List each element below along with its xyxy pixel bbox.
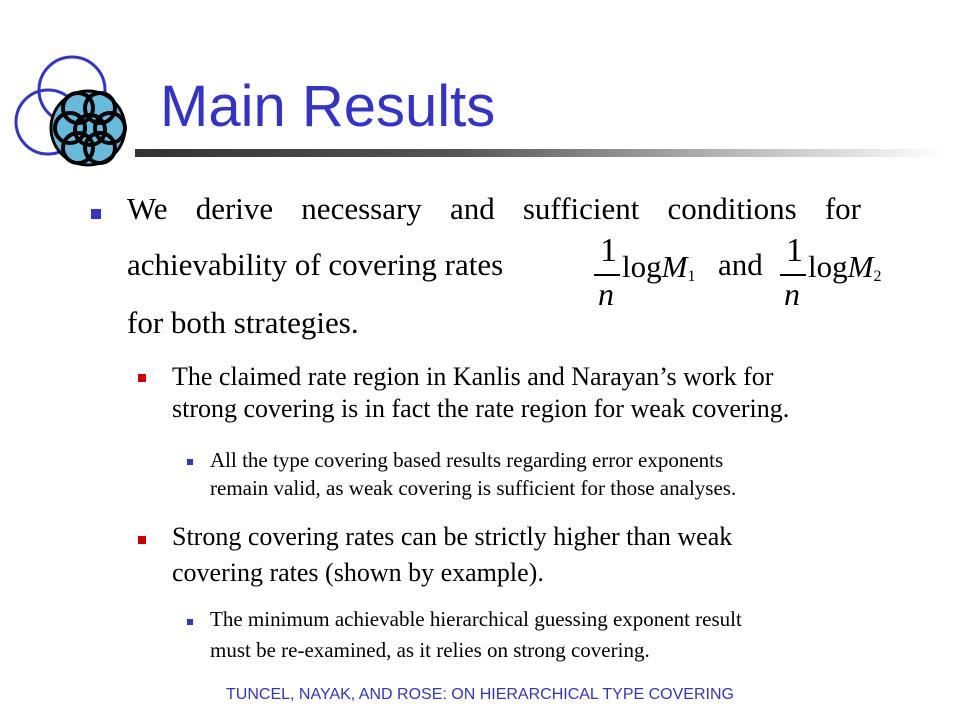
bullet-marker-icon <box>91 209 101 219</box>
slide-title: Main Results <box>160 74 496 139</box>
rate2-denominator: n <box>784 276 800 312</box>
bullet1-2-line2: covering rates (shown by example). <box>172 558 544 587</box>
bullet1-1-line2: strong covering is in fact the rate region for weak covering. <box>172 394 790 423</box>
circles-logo-icon <box>10 48 140 178</box>
rate-formula-1 <box>592 232 712 316</box>
rate1-sub: 1 <box>687 268 696 285</box>
rate-formula-2 <box>778 232 898 316</box>
rate1-denominator: n <box>598 276 614 312</box>
rate1-log: log <box>622 249 662 284</box>
bullet1-1-line1: The claimed rate region in Kanlis and Narayan’s work for <box>172 362 774 391</box>
footer-text: TUNCEL, NAYAK, AND ROSE: ON HIERARCHICAL TYPE COVERING <box>226 686 734 703</box>
bullet1-2-1-line1: The minimum achievable hierarchical guessing exponent result <box>210 607 742 631</box>
rate2-sub: 2 <box>873 268 882 285</box>
rate1-numerator: 1 <box>600 232 617 269</box>
rate2-log: log <box>808 249 848 284</box>
bullet1-1-1-line2: remain valid, as weak covering is sufficient for those analyses. <box>210 476 737 500</box>
bullet1-line3: for both strategies. <box>127 305 359 340</box>
bullet1-2-1-line2: must be re-examined, as it relies on strong covering. <box>210 638 650 662</box>
bullet1-2-line1: Strong covering rates can be strictly higher than weak <box>172 522 733 551</box>
bullet1-1-1-line1: All the type covering based results regarding error exponents <box>210 448 724 472</box>
title-divider <box>135 149 945 157</box>
rate2-numerator: 1 <box>786 232 803 269</box>
bullet1-line2-start: achievability of covering rates <box>127 247 504 282</box>
rate2-var: M <box>847 249 874 284</box>
bullet1-line1: We derive necessary and sufficient conditions for <box>127 191 861 226</box>
bullet-marker-icon <box>187 459 193 465</box>
bullet-marker-icon <box>187 619 193 625</box>
bullet-marker-icon <box>138 374 146 382</box>
rate1-var: M <box>661 249 688 284</box>
bullet1-line2-and: and <box>718 247 763 282</box>
bullet-marker-icon <box>138 536 146 544</box>
